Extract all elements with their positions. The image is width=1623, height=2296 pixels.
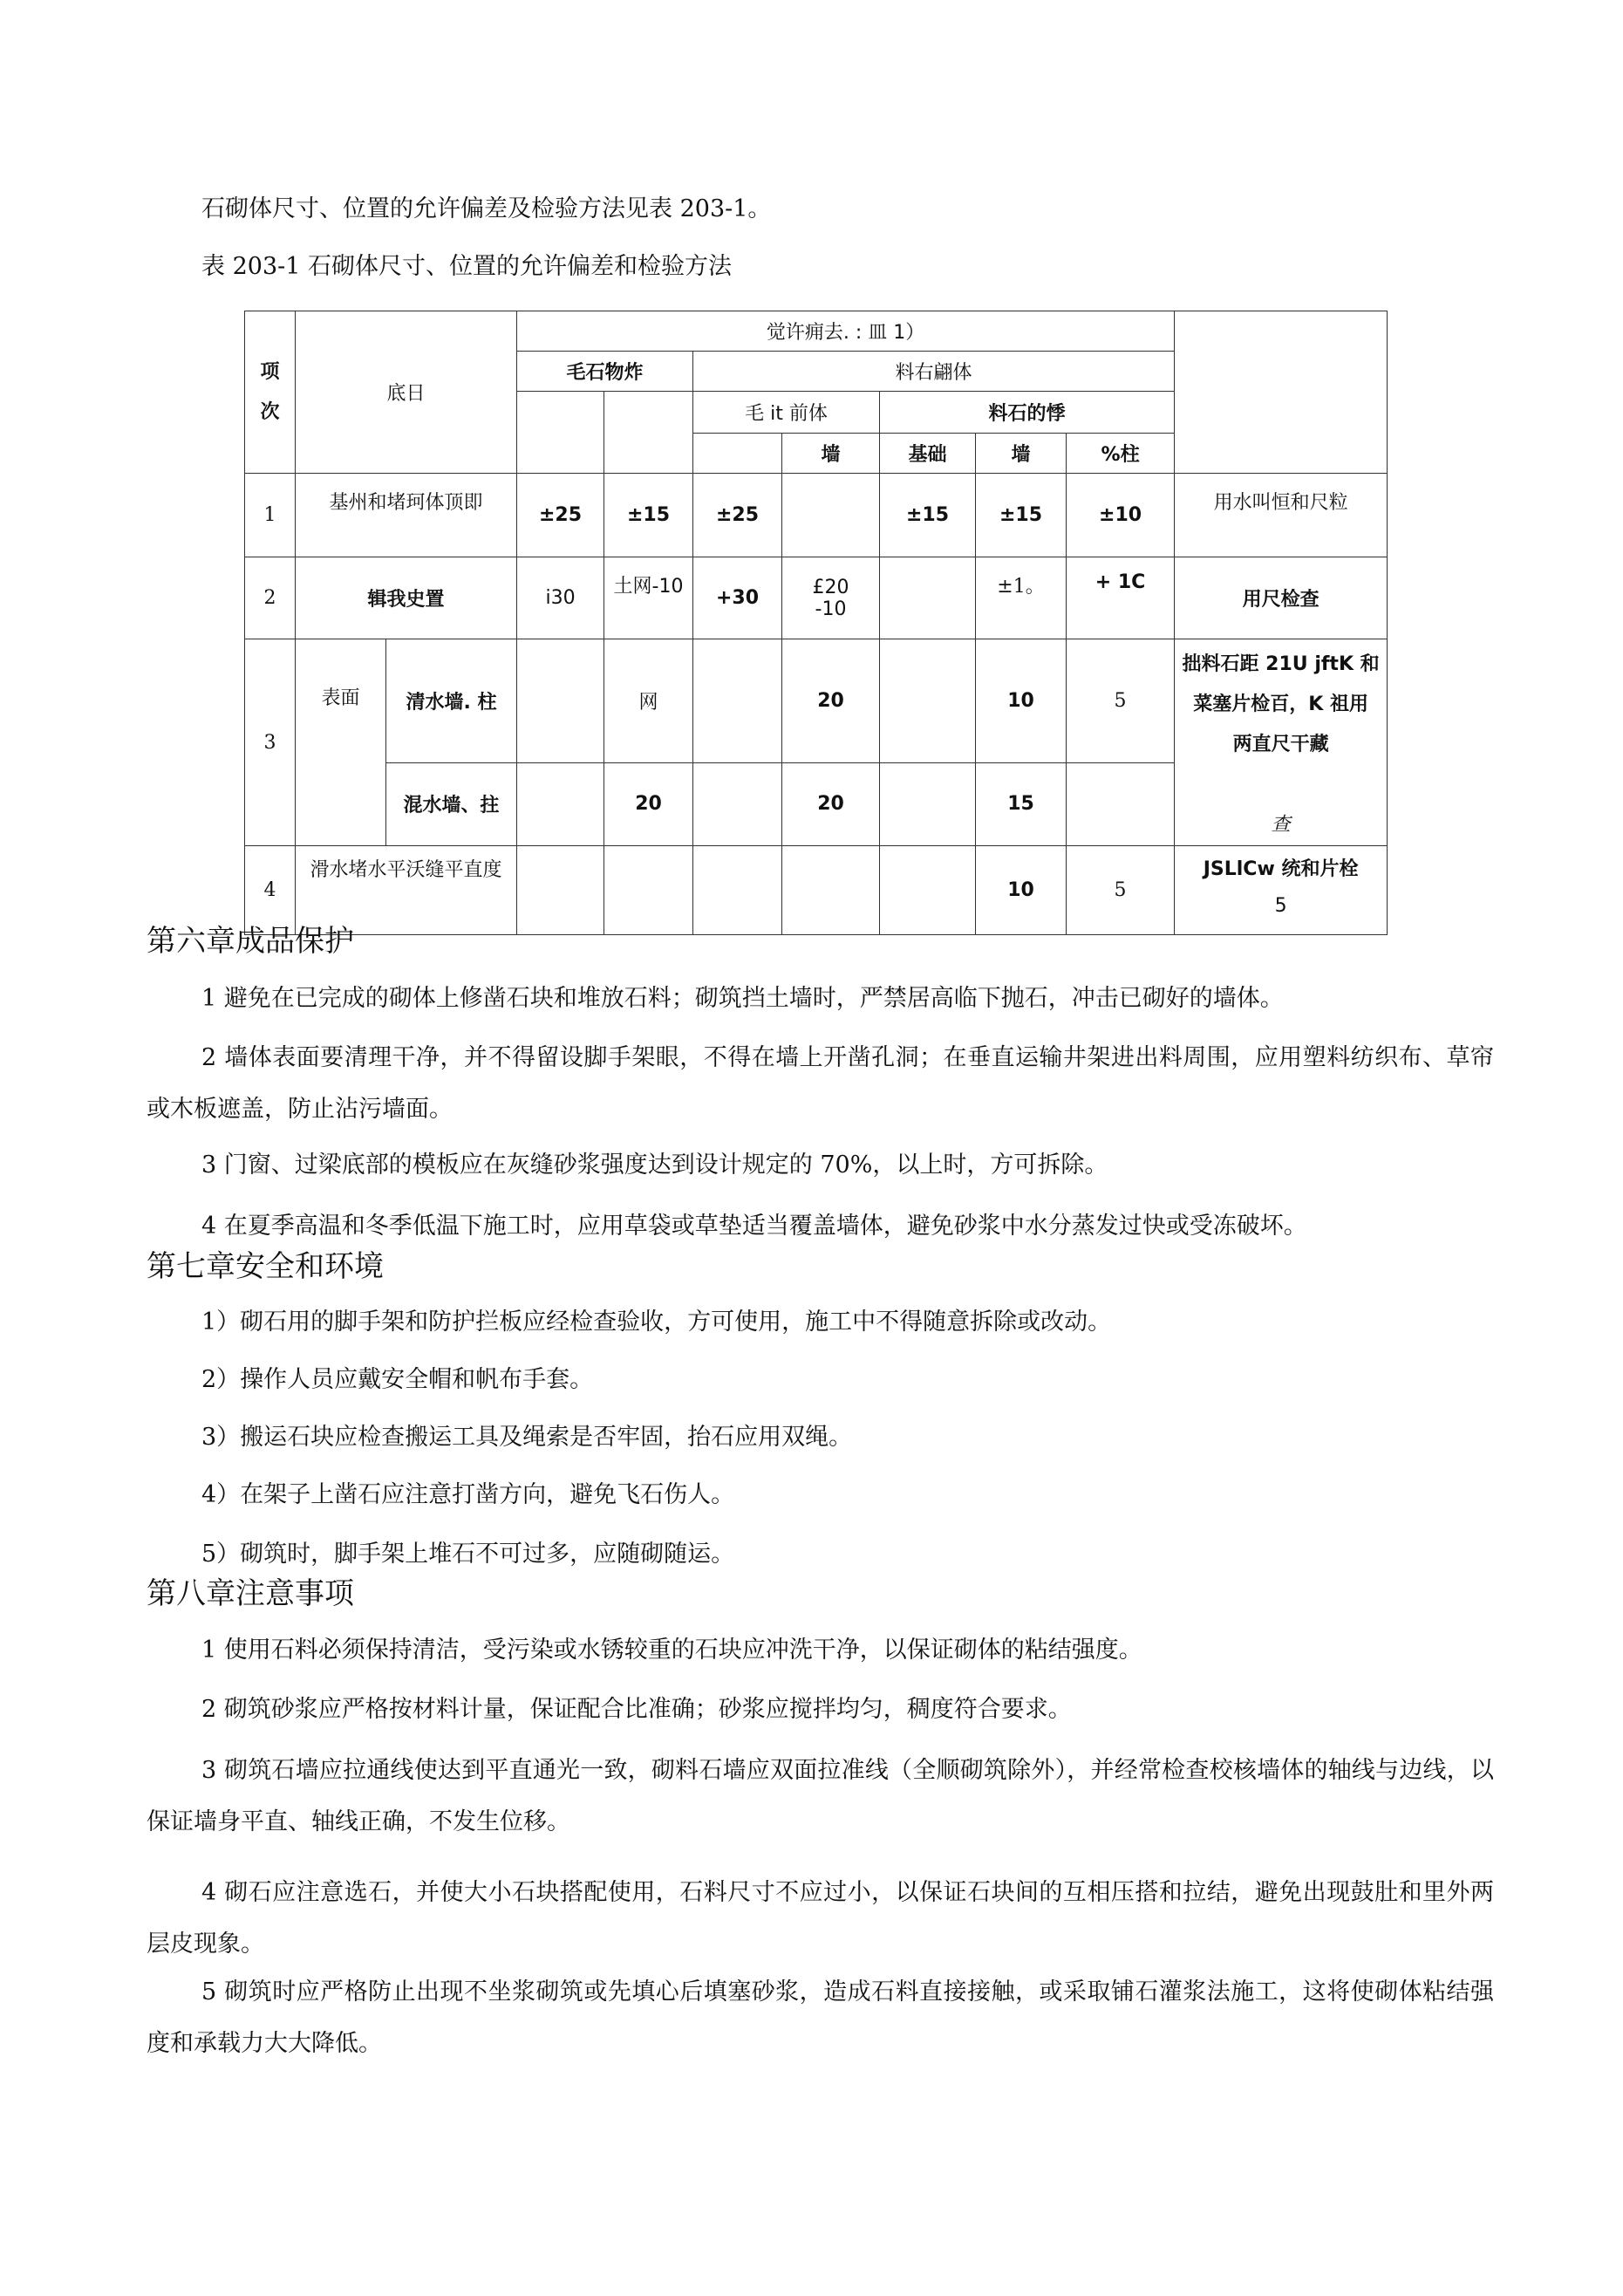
method-line: 两直尺干藏 xyxy=(1232,734,1329,755)
cell: ±25 xyxy=(517,474,604,557)
row-name: 基州和堵珂体顶即 xyxy=(296,474,517,557)
cell: 土网-10 xyxy=(604,557,693,639)
header-rubble: 毛石物炸 xyxy=(517,352,693,392)
cell: ±10 xyxy=(1067,474,1175,557)
cell: 20 xyxy=(604,762,693,845)
cell: 5 xyxy=(1067,639,1175,763)
cell: 15 xyxy=(976,762,1067,845)
header-method xyxy=(1175,311,1388,474)
row-no: 4 xyxy=(245,846,296,935)
ch6-item: 1 避免在已完成的砌体上修凿石块和堆放石料；砌筑挡土墙时，严禁居高临下抛石，冲击已砌好的墙体。 xyxy=(201,985,1284,1012)
method-line: 查 xyxy=(1271,814,1291,836)
ch6-item: 4 在夏季高温和冬季低温下施工时，应用草袋或草垫适当覆盖墙体，避免砂浆中水分蒸发过快或受冻破坏。 xyxy=(201,1213,1307,1240)
method-line: JSLlCw 统和片栓 xyxy=(1203,858,1359,880)
header-liaoshi: 料石的悸 xyxy=(880,392,1175,434)
row-method xyxy=(1175,639,1388,846)
cell xyxy=(517,762,604,845)
ch8-item: 3 砌筑石墙应拉通线使达到平直通光一致，砌料石墙应双面拉准线（全顺砌筑除外），并经常检查校核墙体的轴线与边线，以保证墙身平直、轴线正确，不发生位移。 xyxy=(147,1757,1494,1835)
row-no: 2 xyxy=(245,557,296,639)
cell: ±1。 xyxy=(976,557,1067,639)
row-method: 用尺检查 xyxy=(1175,557,1388,639)
cell: ±15 xyxy=(880,474,976,557)
header-dressed: 料右翩体 xyxy=(693,352,1175,392)
table-row xyxy=(245,474,1388,557)
cell: + 1C xyxy=(1067,557,1175,639)
ch7-item: 3）搬运石块应检查搬运工具及绳索是否牢固，抬石应用双绳。 xyxy=(201,1424,853,1451)
cell: 20 xyxy=(782,639,880,763)
ch8-item: 4 砌石应注意选石，并使大小石块搭配使用，石料尺寸不应过小，以保证石块间的互相压搭和拉结，避免出现鼓肚和里外两层皮现象。 xyxy=(147,1879,1494,1958)
cell xyxy=(604,846,693,935)
cell xyxy=(693,762,782,845)
table-row xyxy=(245,846,1388,935)
ch7-item: 1）砌石用的脚手架和防护拦板应经检查验收，方可使用，施工中不得随意拆除或改动。 xyxy=(201,1309,1112,1336)
cell: i30 xyxy=(517,557,604,639)
header-maoit: 毛 it 前体 xyxy=(693,392,880,434)
chapter-6-title: 第六章成品保护 xyxy=(147,924,354,959)
ch7-item: 2）操作人员应戴安全帽和帆布手套。 xyxy=(201,1366,594,1393)
ch7-item: 5）砌筑时，脚手架上堆石不可过多，应随砌随运。 xyxy=(201,1541,735,1568)
cell xyxy=(880,762,976,845)
chapter-7-title: 第七章安全和环境 xyxy=(147,1249,384,1284)
cell: £20 xyxy=(812,576,849,598)
chapter-8-title: 第八章注意事项 xyxy=(147,1576,354,1611)
header-wall-2: 墙 xyxy=(976,434,1067,474)
cell: 网 xyxy=(604,639,693,763)
cell: ±15 xyxy=(604,474,693,557)
cell-stack xyxy=(782,557,880,639)
method-line: 菜塞片检百，K 祖用 xyxy=(1193,694,1368,715)
cell: ±15 xyxy=(976,474,1067,557)
cell: ±25 xyxy=(693,474,782,557)
header-base: 底日 xyxy=(296,311,517,474)
row-no: 3 xyxy=(245,639,296,846)
row-subname: 清水墙. 柱 xyxy=(386,639,517,763)
method-line: 拙料石距 21U jftK 和 xyxy=(1182,653,1380,675)
header-column: %柱 xyxy=(1067,434,1175,474)
table-caption: 表 203-1 石砌体尺寸、位置的允许偏差和检验方法 xyxy=(201,253,733,280)
cell xyxy=(782,846,880,935)
cell xyxy=(880,639,976,763)
row-no: 1 xyxy=(245,474,296,557)
cell xyxy=(693,639,782,763)
ch8-item: 1 使用石料必须保持清洁，受污染或水锈较重的石块应冲洗干净，以保证砌体的粘结强度。 xyxy=(201,1637,1142,1664)
row-name: 辑我史置 xyxy=(296,557,517,639)
cell xyxy=(517,639,604,763)
cell: -10 xyxy=(815,598,847,620)
tolerance-table xyxy=(244,311,1388,935)
header-allowance: 觉许痈去. : 皿 1） xyxy=(517,311,1175,352)
ch8-item: 2 砌筑砂浆应严格按材料计量，保证配合比准确；砂浆应搅拌均匀，稠度符合要求。 xyxy=(201,1696,1072,1723)
cell: 5 xyxy=(1067,846,1175,935)
intro-text: 石砌体尺寸、位置的允许偏差及检验方法见表 203-1。 xyxy=(201,195,772,222)
table-row xyxy=(245,557,1388,639)
cell xyxy=(880,557,976,639)
row-name: 滑水堵水平沃缝平直度 xyxy=(296,846,517,935)
header-foundation: 基础 xyxy=(880,434,976,474)
ch7-item: 4）在架子上凿石应注意打凿方向，避免飞石伤人。 xyxy=(201,1481,735,1508)
header-wall-1: 墙 xyxy=(782,434,880,474)
cell: +30 xyxy=(693,557,782,639)
header-empty-c xyxy=(693,434,782,474)
method-line: 5 xyxy=(1274,895,1287,917)
table-row xyxy=(245,639,1388,763)
cell xyxy=(693,846,782,935)
cell: 10 xyxy=(976,639,1067,763)
cell: 10 xyxy=(976,846,1067,935)
cell xyxy=(1067,762,1175,845)
cell xyxy=(517,846,604,935)
row-subname: 混水墙、拄 xyxy=(386,762,517,845)
ch6-item: 2 墙体表面要清理干净，并不得留设脚手架眼，不得在墙上开凿孔洞；在垂直运输井架进出料周围，应用塑料纺织布、草帘或木板遮盖，防止沾污墙面。 xyxy=(147,1044,1494,1123)
cell: 20 xyxy=(782,762,880,845)
cell xyxy=(782,474,880,557)
row-method xyxy=(1175,846,1388,935)
header-empty-a xyxy=(517,392,604,474)
row-group: 表面 xyxy=(296,639,386,846)
ch8-item: 5 砌筑时应严格防止出现不坐浆砌筑或先填心后填塞砂浆，造成石料直接接触，或采取铺石灌浆法施工，这将使砌体粘结强度和承载力大大降低。 xyxy=(147,1978,1494,2057)
header-item-no: 项次 xyxy=(245,311,296,474)
header-empty-b xyxy=(604,392,693,474)
row-method: 用水叫恒和尺粒 xyxy=(1175,474,1388,557)
cell xyxy=(880,846,976,935)
ch6-item: 3 门窗、过梁底部的模板应在灰缝砂浆强度达到设计规定的 70%，以上时，方可拆除。 xyxy=(201,1151,1108,1179)
